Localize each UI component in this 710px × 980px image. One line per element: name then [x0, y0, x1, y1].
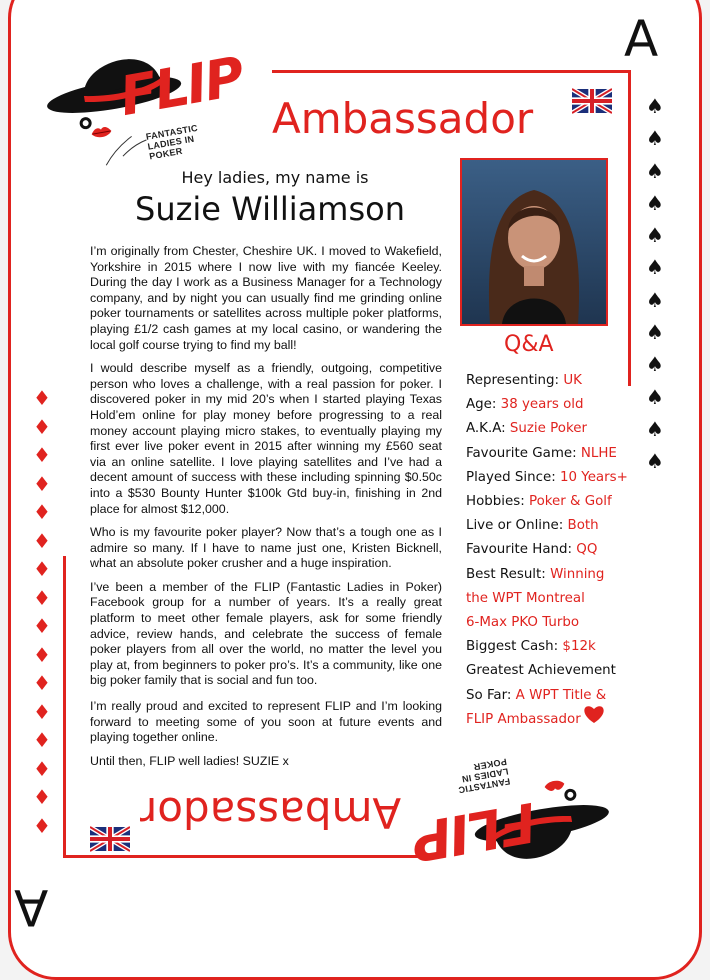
qa-line — [466, 393, 656, 417]
qa-value: 6-Max PKO Turbo — [466, 615, 580, 631]
diamond-pip-icon: ♦ — [33, 443, 51, 467]
qa-value: Winning — [550, 566, 605, 582]
diamond-pip-icon: ♦ — [33, 642, 51, 667]
qa-value: Poker & Golf — [528, 494, 612, 510]
qa-value: the WPT Montreal — [466, 590, 585, 606]
qa-value: 10 Years+ — [560, 469, 628, 485]
corner-rank-bottom: A — [14, 878, 49, 936]
spade-pip-icon: ♠ — [646, 384, 664, 409]
diamond-pip-icon: ♦ — [33, 386, 51, 410]
qa-value: UK — [563, 373, 582, 388]
logo-brand: FLIP — [115, 44, 248, 129]
qa-value: QQ — [576, 542, 598, 558]
diamond-pip-icon: ♦ — [33, 756, 51, 781]
qa-line — [466, 684, 656, 708]
diamond-pip-icon: ♦ — [33, 614, 51, 638]
spade-pip-icon: ♠ — [646, 190, 664, 215]
qa-list — [466, 369, 656, 732]
qa-line — [466, 587, 656, 611]
qa-label: Live or Online: — [466, 518, 568, 534]
portrait-image — [462, 160, 606, 324]
diamond-pip-icon: ♦ — [33, 728, 51, 752]
qa-label: Best Result: — [466, 566, 551, 582]
diamond-pip-icon: ♦ — [33, 671, 51, 695]
frame-line-right — [628, 70, 631, 386]
logo-brand: FLIP — [408, 789, 541, 874]
diamond-pip-icon: ♦ — [33, 471, 51, 496]
qa-title: Q&A — [504, 332, 554, 357]
spade-pip-icon: ♠ — [646, 320, 664, 345]
ambassador-title-bottom: Ambassador — [140, 788, 402, 837]
qa-label: Greatest Achievement — [466, 663, 616, 679]
qa-value: FLIP Ambassador — [466, 711, 581, 727]
ambassador-name: Suzie Williamson — [135, 190, 405, 228]
spade-pip-icon: ♠ — [646, 449, 664, 474]
uk-flag-icon — [90, 826, 130, 852]
qa-value: Suzie Poker — [509, 421, 587, 437]
qa-value: 38 years old — [500, 397, 584, 413]
qa-line — [466, 514, 656, 538]
spade-pip-icon: ♠ — [646, 352, 664, 377]
diamond-pip-icon: ♦ — [33, 699, 51, 724]
bio-paragraph: I’m originally from Chester, Cheshire UK. I moved to Wakefield, Yorkshire in 2015 where I now live with my fiancée Keeley. During the day I work as a Business Manager for a Technology company, and by night you can usually find me grinding online poker tournaments or satellites across multiple poker platforms, playing £1/2 cash games at my local casino, or wandering the local golf course trying to find my ball! — [90, 244, 442, 352]
qa-line — [466, 659, 656, 683]
diamond-pip-icon: ♦ — [33, 557, 51, 581]
qa-line — [466, 417, 656, 441]
corner-rank-top: A — [624, 10, 659, 68]
spade-pip-icon: ♠ — [646, 223, 664, 248]
qa-line — [466, 538, 656, 562]
qa-label: Age: — [466, 397, 501, 413]
qa-label: A.K.A: — [466, 421, 510, 437]
qa-line — [466, 563, 656, 587]
qa-line — [466, 442, 656, 466]
frame-line-top — [272, 70, 630, 73]
qa-value: $12k — [562, 639, 596, 655]
spade-pip-icon: ♠ — [646, 158, 664, 183]
qa-line — [466, 466, 656, 490]
poker-chip-icon — [78, 115, 94, 131]
bio-text — [90, 244, 442, 777]
bio-paragraph: I’m really proud and excited to represent FLIP and I’m looking forward to meeting some of you soon at future events and playing together online. — [90, 699, 442, 745]
qa-line — [466, 611, 656, 635]
frame-line-left — [63, 556, 66, 856]
qa-line — [466, 490, 656, 514]
greeting-text: Hey ladies, my name is — [181, 168, 369, 187]
diamond-pip-icon: ♦ — [33, 528, 51, 553]
logo-tagline: FANTASTIC LADIES IN POKER — [145, 122, 199, 162]
poker-chip-icon — [562, 787, 578, 803]
diamond-pip-icon: ♦ — [33, 500, 51, 524]
qa-label: Favourite Hand: — [466, 542, 577, 558]
spade-pip-icon: ♠ — [646, 255, 664, 280]
bio-paragraph: Until then, FLIP well ladies! SUZIE x — [90, 753, 289, 768]
heart-icon — [583, 704, 605, 724]
diamond-pip-icon: ♦ — [33, 813, 51, 838]
spade-pip-icon: ♠ — [646, 126, 664, 151]
qa-label: Played Since: — [466, 469, 560, 485]
qa-line — [466, 369, 656, 393]
frame-line-bottom — [63, 855, 435, 858]
qa-line — [466, 708, 656, 732]
qa-label: Favourite Game: — [466, 445, 581, 461]
uk-flag-icon — [572, 88, 612, 114]
bio-paragraph: I’ve been a member of the FLIP (Fantastic Ladies in Poker) Facebook group for a number of years. It’s a really great platform to meet other female players, ask for some friendly advice, review hands, and celebrate the success of female poker players from all over the world, no matter the level you play at, from beginners to poker pro’s. It’s a community, like one big poker family that is social and fun too. — [90, 579, 442, 688]
ambassador-title-top: Ambassador — [272, 94, 534, 143]
qa-label: Biggest Cash: — [466, 639, 563, 655]
bio-paragraph: I would describe myself as a friendly, outgoing, competitive person who loves a challenge, with a real passion for poker. I discovered poker in my mid 20’s when I started playing Texas Hold’em online for play money before progressing to a real money account playing micro stakes, to eventually playing my first ever live poker event in 2015 after winning my £560 seat via an online satellite. I love playing satellites and I’ve had a decent amount of success with these including spinning $0.50c into a $530 Bounty Hunter $100k Gtd buy-in, finishing in 2nd place for almost $12,000. — [90, 361, 442, 516]
spade-pip-icon: ♠ — [646, 416, 664, 441]
spade-pip-icon: ♠ — [646, 287, 664, 312]
qa-label: Hobbies: — [466, 494, 529, 510]
diamond-pip-icon: ♦ — [33, 414, 51, 439]
spade-pip-icon: ♠ — [646, 94, 664, 118]
diamond-pip-icon: ♦ — [33, 585, 51, 610]
qa-label: Representing: — [466, 373, 564, 388]
logo-tagline: FANTASTIC LADIES IN POKER — [457, 756, 511, 796]
diamond-pip-icon: ♦ — [33, 785, 51, 809]
qa-value: Both — [567, 518, 599, 534]
qa-value: NLHE — [580, 445, 617, 461]
bio-paragraph: Who is my favourite poker player? Now that’s a tough one as I admire so many. If I have to name just one, Kristen Bicknell, what an absolute poker crusher and a huge inspiration. — [90, 525, 442, 571]
diamond-pips-column — [33, 384, 51, 840]
portrait-photo — [460, 158, 608, 326]
qa-label: So Far: — [466, 687, 516, 703]
qa-value: A WPT Title & — [515, 687, 607, 703]
qa-line — [466, 635, 656, 659]
